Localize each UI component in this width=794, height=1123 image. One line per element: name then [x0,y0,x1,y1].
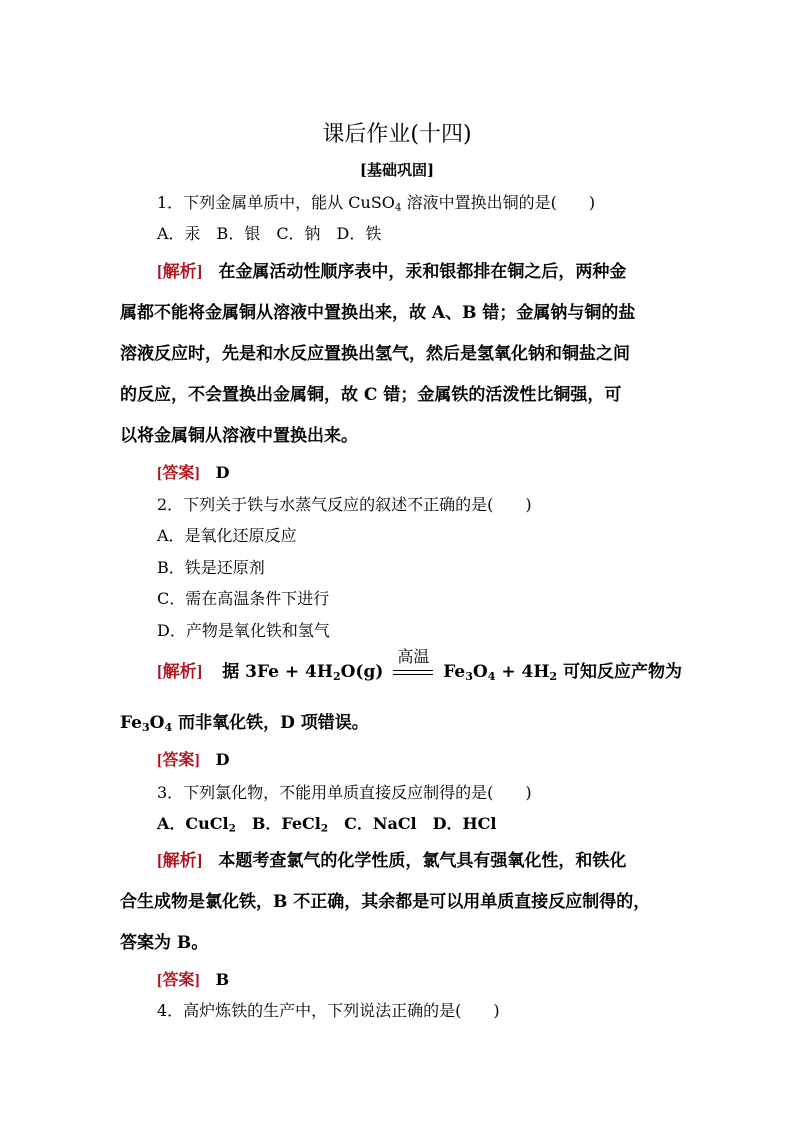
explanation-line: 的反应，不会置换出金属铜，故 C 错；金属铁的活泼性比铜强，可 [120,385,622,405]
reaction-arrow [393,647,433,681]
explanation-tail: 可知反应产物为 [563,662,683,682]
answer-value: B [215,970,230,989]
answer-value: D [215,750,230,769]
question-2-option-d: D．产物是氧化铁和氢气 [157,621,330,640]
question-2-option-b: B．铁是还原剂 [157,558,265,577]
page-title: 课后作业(十四) [322,122,472,147]
question-1-answer [157,465,230,482]
explanation-tag: [解析] [157,662,203,681]
question-2-option-a: A．是氧化还原反应 [157,526,297,545]
question-3-stem: 3．下列氯化物，不能用单质直接反应制得的是( ) [157,783,532,802]
explanation-line: 在金属活动性顺序表中，汞和银都排在铜之后，两种金 [218,262,627,282]
equation-right: $Fe_3O_4 + 4H_2$ [443,662,558,683]
question-3-answer [157,972,229,989]
question-2-option-c: C．需在高温条件下进行 [157,589,330,608]
question-2-stem: 2．下列关于铁与水蒸气反应的叙述不正确的是( ) [157,495,532,514]
question-4-stem: 4．高炉炼铁的生产中，下列说法正确的是( ) [157,1001,500,1020]
question-3-options: A．CuCl$_2$ B．FeCl$_2$ C．NaCl D．HCl [157,814,497,835]
explanation-line: 合生成物是氯化铁，B 不正确，其余都是可以用单质直接反应制得的， [120,892,651,912]
question-2-explanation [157,647,683,683]
explanation-line: 答案为 B。 [120,933,209,953]
explanation-lead: 据 [222,662,240,682]
explanation-tag: [解析] [157,262,203,281]
answer-tag: [答案] [157,972,200,989]
explanation-line: 以将金属铜从溶液中置换出来。 [120,426,358,446]
question-1-explanation [120,251,675,457]
explanation-tag: [解析] [157,851,203,870]
answer-tag: [答案] [157,465,200,482]
explanation-line: 属都不能将金属铜从溶液中置换出来，故 A、B 错；金属钠与铜的盐 [120,303,636,323]
explanation-line: 本题考查氯气的化学性质，氯气具有强氧化性，和铁化 [218,851,627,871]
question-3-explanation [120,840,675,964]
equation-left: $3Fe + 4H_2O(g)$ [245,662,384,683]
question-1-stem: 1．下列金属单质中，能从 CuSO$_4$ 溶液中置换出铜的是( ) [157,193,596,214]
explanation-line: 溶液反应时，先是和水反应置换出氢气，然后是氢氧化钠和铜盐之间 [120,344,630,364]
answer-value: D [215,463,230,482]
question-2-answer [157,752,230,769]
section-subtitle: [基础巩固] [359,161,435,179]
answer-tag: [答案] [157,752,200,769]
question-1-options: A．汞 B．银 C．钠 D．铁 [157,224,382,243]
question-2-explanation-line2: $Fe_3O_4$ 而非氧化铁，D 项错误。 [120,713,369,734]
reaction-condition: 高温 [397,647,430,666]
